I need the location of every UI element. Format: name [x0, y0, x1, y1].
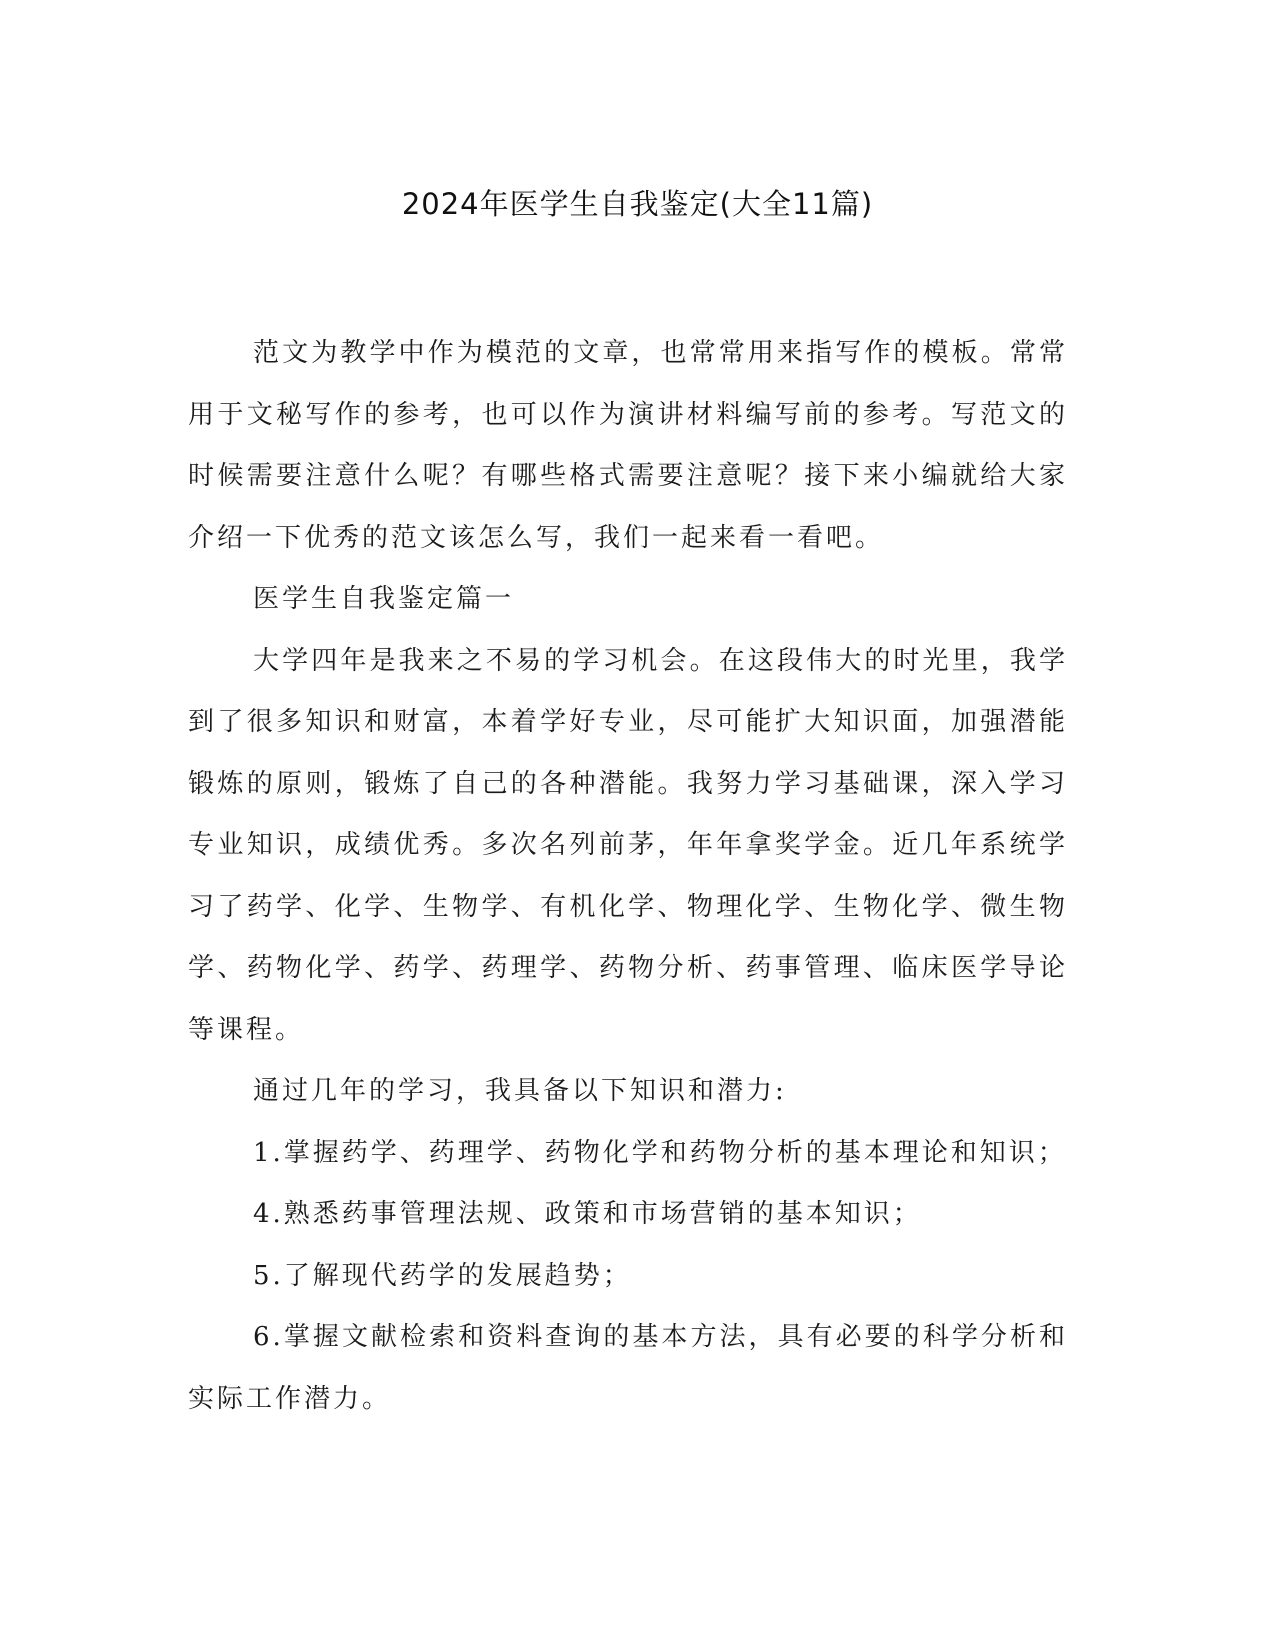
body-paragraph: 大学四年是我来之不易的学习机会。在这段伟大的时光里，我学到了很多知识和财富，本着学好专业，尽可能扩大知识面，加强潜能锻炼的原则，锻炼了自己的各种潜能。我努力学习基础课，深入学习专业知识，成绩优秀。多次名列前茅，年年拿奖学金。近几年系统学习了药学、化学、生物学、有机化学、物理化学、生物化学、微生物学、药物化学、药学、药理学、药物分析、药事管理、临床医学导论等课程。 — [188, 645, 1068, 1045]
document-body — [188, 323, 1068, 1430]
intro-paragraph: 范文为教学中作为模范的文章，也常常用来指写作的模板。常常用于文秘写作的参考，也可以作为演讲材料编写前的参考。写范文的时候需要注意什么呢？有哪些格式需要注意呢？接下来小编就给大家介绍一下优秀的范文该怎么写，我们一起来看一看吧。 — [188, 338, 1068, 553]
section-heading: 医学生自我鉴定篇一 — [253, 584, 515, 614]
list-item: 1.掌握药学、药理学、药物化学和药物分析的基本理论和知识； — [253, 1137, 1067, 1168]
list-item: 5.了解现代药学的发展趋势； — [253, 1260, 632, 1291]
body-paragraph: 通过几年的学习，我具备以下知识和潜力: — [253, 1076, 787, 1106]
list-item: 6.掌握文献检索和资料查询的基本方法，具有必要的科学分析和实际工作潜力。 — [188, 1322, 1068, 1414]
list-item: 4.熟悉药事管理法规、政策和市场营销的基本知识； — [253, 1199, 922, 1229]
document-title: 2024年医学生自我鉴定(大全11篇) — [401, 187, 874, 221]
